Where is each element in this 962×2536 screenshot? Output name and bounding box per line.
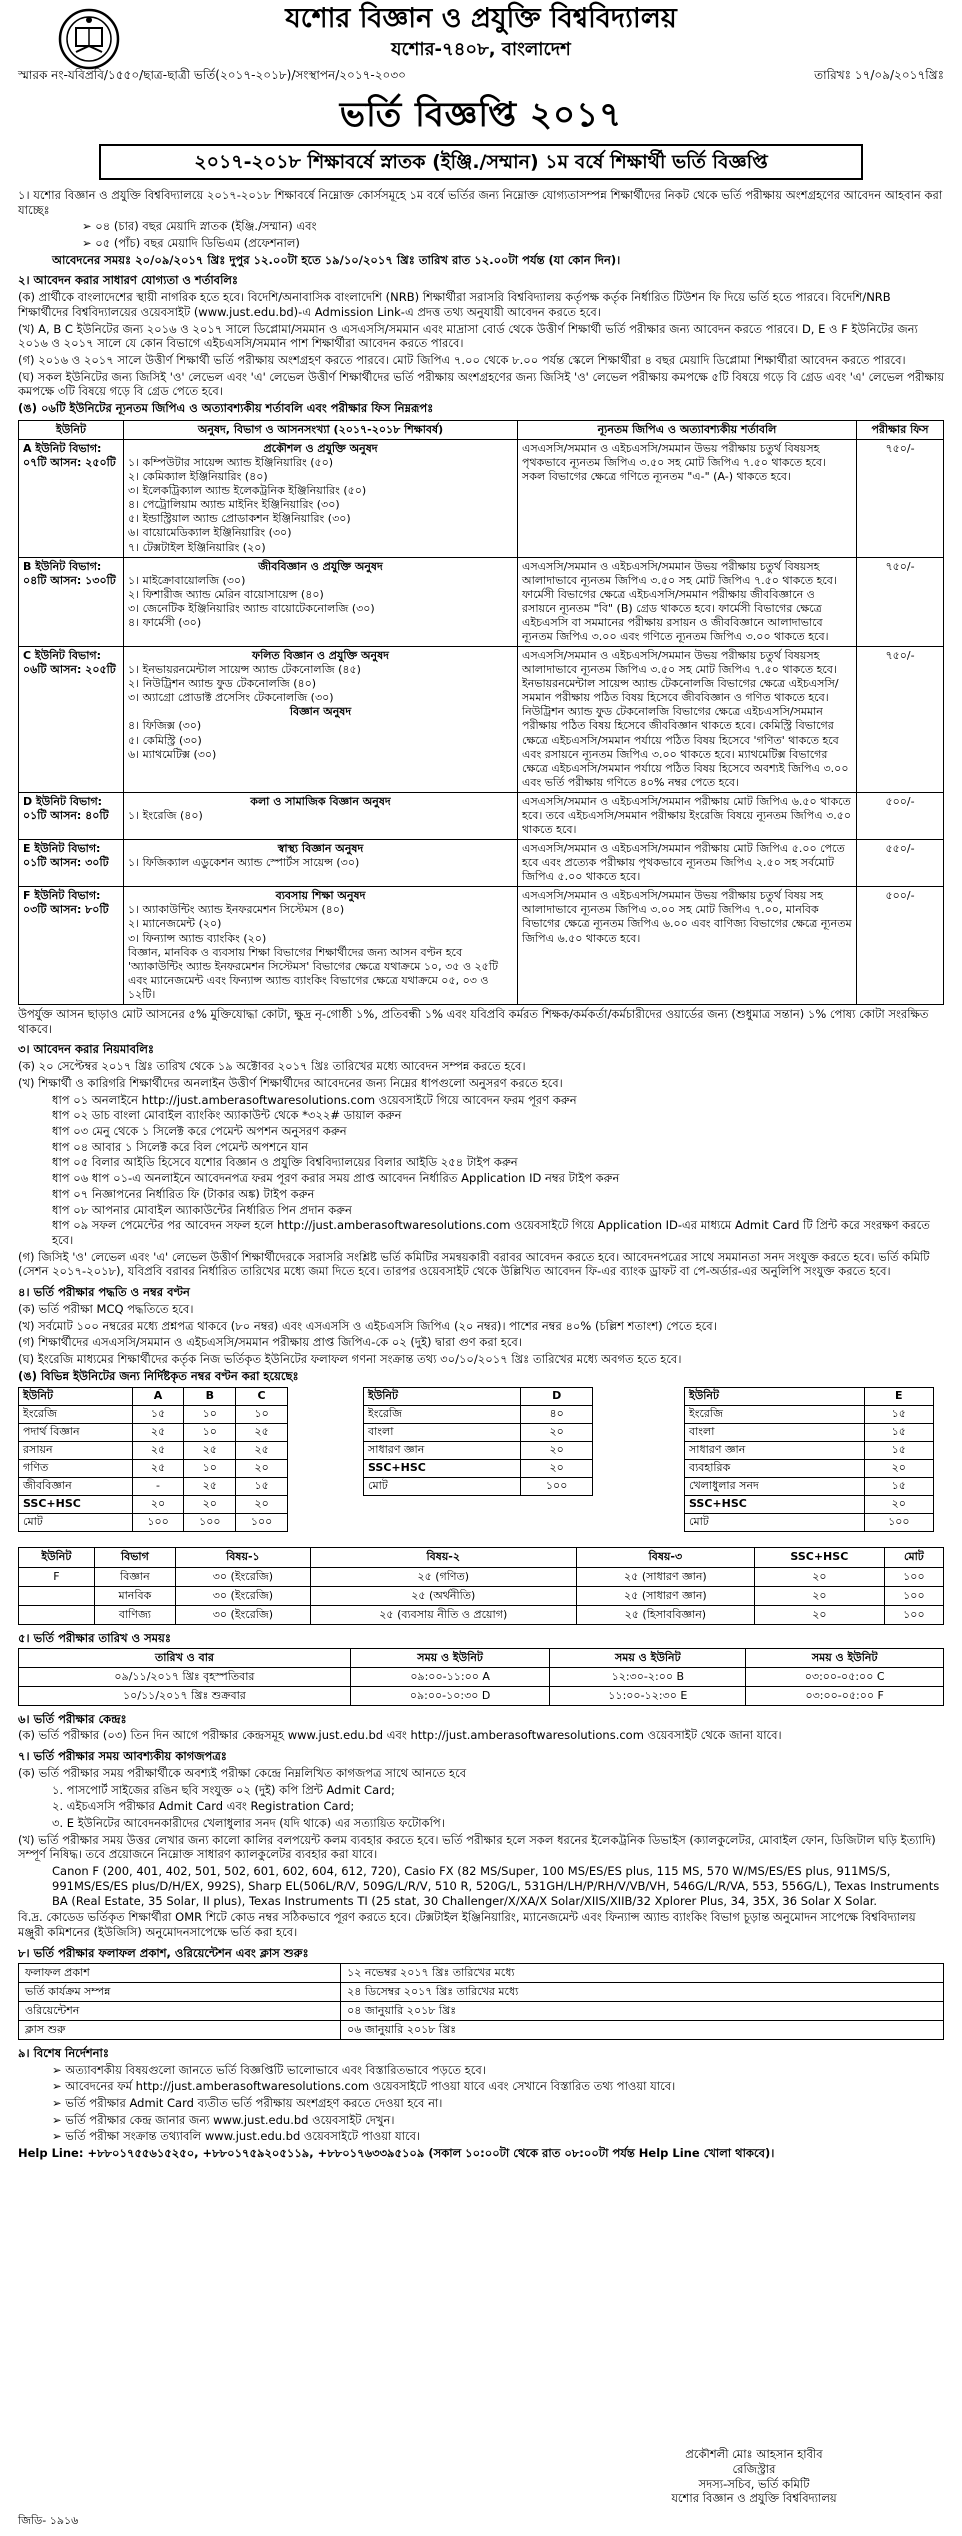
- table-cell: ক্লাস শুরু: [19, 2020, 341, 2039]
- table-cell: সাধারণ জ্ঞান: [364, 1442, 521, 1460]
- eligibility-point: (ঘ) সকল ইউনিটের জন্য জিসিই 'ও' লেভেল এবং 'এ' লেভেল উত্তীর্ণ শিক্ষার্থীদের ভর্তি পরীক্ষায় অংশগ্রহণের জন্য জিসিই 'ও' লেভেল পরীক্ষায় কমপক্ষে ৫টি বিষয়ে গড়ে বি গ্রেড এবং 'এ' লেভেল পরীক্ষায় কমপক্ষে ৩টি বিষয়ে গড়ে বি গ্রেড পেতে হবে।: [18, 369, 944, 399]
- page-title: ভর্তি বিজ্ঞপ্তি ২০১৭: [339, 95, 623, 135]
- table-row: [685, 1460, 934, 1478]
- table-cell: ২৫: [132, 1460, 184, 1478]
- table-cell: ২৫ (হিসাববিজ্ঞান): [576, 1605, 754, 1624]
- signatory-role: সদস্য-সচিব, ভর্তি কমিটি: [698, 2476, 810, 2491]
- payment-step: ধাপ ০১ অনলাইনে http://just.amberasoftwaresolutions.com ওয়েবসাইটে গিয়ে আবেদন ফরম পূরণ করুন: [52, 1092, 577, 1107]
- results-heading: ৮। ভর্তি পরীক্ষার ফলাফল প্রকাশ, ওরিয়েন্টেশন এবং ক্লাস শুরুঃ: [18, 1945, 309, 1960]
- table-cell: পদার্থ বিজ্ঞান: [19, 1424, 133, 1442]
- table-cell: ১৫: [864, 1424, 933, 1442]
- table-row: [19, 1567, 944, 1586]
- table-row: [19, 840, 944, 887]
- table-cell: ০৪ জানুয়ারি ২০১৮ খ্রিঃ: [341, 2001, 944, 2020]
- table-cell: ২০: [754, 1567, 884, 1586]
- table-cell: C: [236, 1388, 288, 1406]
- unit-cell: B ইউনিট বিভাগ: ০৪টি আসন: ১৩০টি: [19, 557, 124, 646]
- docs-item: ১. পাসপোর্ট সাইজের রঙিন ছবি সংযুক্ত ০২ (দুই) কপি প্রিন্ট Admit Card;: [52, 1782, 395, 1797]
- intro-item: ➢ ০৫ (পাঁচ) বছর মেয়াদি ডিভিএম (প্রফেশনাল): [82, 235, 300, 250]
- table-cell: ২০: [132, 1496, 184, 1514]
- table-cell: ২০: [236, 1460, 288, 1478]
- table-row: [19, 2001, 944, 2020]
- notice-date: তারিখঃ ১৭/০৯/২০১৭খ্রিঃ: [814, 68, 944, 82]
- eligibility-point: (খ) A, B C ইউনিটের জন্য ২০১৬ ও ২০১৭ সালে ডিপ্লোমা/সমমান ও এসএসসি/সমমান এবং মাদ্রাসা বোর্ড থেকে উত্তীর্ণ শিক্ষার্থী ভর্তি পরীক্ষার জন্য আবেদন করতে পারবে। D, E ও F ইউনিটের জন্য ২০১৬ ও ২০১৭ সালে যে কোন বিভাগে এইচএসসি/সমমান পাশ শিক্ষার্থীরা আবেদন করতে পারবে।: [18, 321, 918, 351]
- units-table: [18, 420, 944, 1005]
- table-cell: মোট: [364, 1478, 521, 1496]
- department-item: ২। ম্যানেজমেন্ট (২০): [128, 917, 222, 931]
- quota-note: উপর্যুক্ত আসন ছাড়াও মোট আসনের ৫% মুক্তিযোদ্ধা কোটা, ক্ষুদ্র নৃ-গোষ্ঠী ১%, প্রতিবন্ধী ১% এবং যবিপ্রবি কর্মরত শিক্ষক/কর্মকর্তা/কর্মচারীদের ওয়ার্ডের জন্য (শুধুমাত্র সন্তান) ১% পোষ্য কোটা সংরক্ষিত থাকবে।: [18, 1006, 929, 1036]
- table-row: [685, 1496, 934, 1514]
- faculty-name: বিজ্ঞান অনুষদ: [289, 705, 352, 719]
- department-item: ৬। ম্যাথমেটিক্স (৩০): [128, 747, 217, 761]
- table-cell: ২৫: [236, 1424, 288, 1442]
- special-item: ➢ ভর্তি পরীক্ষার Admit Card ব্যতীত ভর্তি পরীক্ষায় অংশগ্রহণ করতে দেওয়া হবে না।: [52, 2095, 443, 2110]
- table-cell: ১০০: [132, 1514, 184, 1532]
- fee-cell: ৭৫০/-: [857, 647, 944, 793]
- units-table-heading: (ঙ) ০৬টি ইউনিটের ন্যূনতম জিপিএ ও অত্যাবশ্যকীয় শর্তাবলি এবং পরীক্ষার ফিস নিম্নরূপঃ: [18, 401, 434, 416]
- column-header: ন্যূনতম জিপিএ ও অত্যাবশ্যকীয় শর্তাবলি: [518, 420, 857, 439]
- table-cell: ২০: [236, 1496, 288, 1514]
- faculty-name: জীববিজ্ঞান ও প্রযুক্তি অনুষদ: [258, 559, 383, 573]
- table-row: [19, 1478, 288, 1496]
- table-row: [19, 439, 944, 557]
- table-cell: ১২ নভেম্বর ২০১৭ খ্রিঃ তারিখের মধ্যে: [341, 1963, 944, 1982]
- special-item: ➢ ভর্তি পরীক্ষার কেন্দ্র জানার জন্য www.just.edu.bd ওয়েবসাইট দেখুন।: [52, 2112, 395, 2127]
- special-item: ➢ ভর্তি পরীক্ষা সংক্রান্ত তথ্যাবলি www.just.edu.bd ওয়েবসাইটে পাওয়া যাবে।: [52, 2129, 421, 2144]
- table-cell: বাংলা: [364, 1424, 521, 1442]
- table-row: [364, 1478, 593, 1496]
- table-cell: গণিত: [19, 1460, 133, 1478]
- table-cell: ২০: [521, 1460, 593, 1478]
- column-header: সময় ও ইউনিট: [350, 1648, 549, 1667]
- department-item: ৩। ফিন্যান্স অ্যান্ড ব্যাংকিং (২০): [128, 931, 267, 945]
- table-cell: ১০০: [864, 1514, 933, 1532]
- payment-step: ধাপ ০৫ বিলার আইডি হিসেবে যশোর বিজ্ঞান ও প্রযুক্তি বিশ্ববিদ্যালয়ের বিলার আইডি ২৫৪ টাইপ করুন: [52, 1155, 518, 1170]
- table-row: [685, 1388, 934, 1406]
- table-cell: ১৫: [132, 1406, 184, 1424]
- table-cell: ২০: [754, 1605, 884, 1624]
- table-cell: বিজ্ঞান: [94, 1567, 175, 1586]
- table-cell: ০৯:০০-১০:৩০ D: [350, 1686, 549, 1705]
- department-item: ১। মাইক্রোবায়োলজি (৩০): [128, 573, 246, 587]
- department-item: ৬। বায়োমেডিক্যাল ইঞ্জিনিয়ারিং (৩০): [128, 526, 292, 540]
- payment-steps: [18, 1093, 944, 1248]
- payment-step: ধাপ ০৯ সফল পেমেন্টের পর আবেদন সফল হলে http://just.amberasoftwaresolutions.com ওয়েবসাইটে গিয়ে Application ID-এর মাধ্যমে Admit Card টি প্রিন্ট করে সংরক্ষণ করতে হবে।: [52, 1218, 930, 1247]
- table-cell: ০৯:০০-১১:০০ A: [350, 1667, 549, 1686]
- table-cell: D: [521, 1388, 593, 1406]
- table-cell: মানবিক: [94, 1586, 175, 1605]
- table-cell: ২০: [521, 1424, 593, 1442]
- faculty-name: প্রকৌশল ও প্রযুক্তি অনুষদ: [263, 441, 378, 455]
- column-header: সময় ও ইউনিট: [746, 1648, 944, 1667]
- centre-text: (ক) ভর্তি পরীক্ষার (০৩) তিন দিন আগে পরীক্ষার কেন্দ্রসমূহ www.just.edu.bd এবং http://just.amberasoftwaresolutions.com ওয়েবসাইট থেকে জানা যাবে।: [18, 1728, 782, 1743]
- department-item: ৪। ফিজিক্স (৩০): [128, 719, 202, 733]
- signatory-title: রেজিস্ট্রার: [732, 2461, 776, 2476]
- intro-item: ➢ ০৪ (চার) বছর মেয়াদি স্নাতক (ইঞ্জি./সম্মান) এবং: [82, 219, 317, 234]
- table-cell: ইউনিট: [364, 1388, 521, 1406]
- table-cell: ১৫: [236, 1478, 288, 1496]
- table-cell: ৩০ (ইংরেজি): [176, 1586, 311, 1605]
- table-cell: ০৬ জানুয়ারি ২০১৮ খ্রিঃ: [341, 2020, 944, 2039]
- faculty-cell: [124, 887, 518, 1005]
- university-name: যশোর বিজ্ঞান ও প্রযুক্তি বিশ্ববিদ্যালয়: [285, 3, 677, 34]
- special-item: ➢ আবেদনের ফর্ম http://just.amberasoftwaresolutions.com ওয়েবসাইটে পাওয়া যাবে এবং সেখানে বিস্তারিত তথ্য পাওয়া যাবে।: [52, 2079, 676, 2094]
- table-row: [685, 1478, 934, 1496]
- table-cell: SSC+HSC: [364, 1460, 521, 1478]
- university-address: যশোর-৭৪০৮, বাংলাদেশ: [391, 39, 571, 60]
- eligibility-point: (গ) ২০১৬ ও ২০১৭ সালে উত্তীর্ণ শিক্ষার্থী ভর্তি পরীক্ষায় অংশগ্রহণ করতে পারবে। মোট জিপিএ ৭.০০ থেকে ৮.০০ পর্যন্ত স্কেলে শিক্ষার্থীরা ৪ বছর মেয়াদি ডিপ্লোমা শিক্ষার্থীরা আবেদন করতে পারবে।: [18, 353, 906, 368]
- results-table: [18, 1963, 944, 2040]
- table-cell: ১০: [184, 1460, 236, 1478]
- table-cell: ১০০: [521, 1478, 593, 1496]
- table-cell: বাণিজ্য: [94, 1605, 175, 1624]
- helpline: Help Line: +৮৮০১৭৫৫৬১৫২৫০, +৮৮০১৭৫৯২০৫১১৯, +৮৮০১৭৬৩৩৯৫১০৯ (সকাল ১০:০০টা থেকে রাত ০৮:০০টা পর্যন্ত Help Line খোলা থাকবে)।: [18, 2146, 775, 2161]
- table-cell: ১০০: [884, 1586, 943, 1605]
- table-cell: F: [19, 1567, 95, 1586]
- payment-step: ধাপ ০৮ আপনার মোবাইল অ্যাকাউন্টের নির্ধারিত পিন প্রদান করুন: [52, 1202, 352, 1217]
- unit-cell: F ইউনিট বিভাগ: ০৩টি আসন: ৮০টি: [19, 887, 124, 1005]
- faculty-cell: [124, 840, 518, 887]
- table-cell: ১৫: [864, 1478, 933, 1496]
- table-cell: ১০: [184, 1406, 236, 1424]
- payment-step: ধাপ ০৩ মেনু থেকে ১ সিলেক্ট করে পেমেন্ট অপশন অনুসরণ করুন: [52, 1123, 347, 1138]
- table-cell: মোট: [884, 1548, 943, 1567]
- table-header-row: [19, 1648, 944, 1667]
- table-cell: বিষয়-১: [176, 1548, 311, 1567]
- requirement-cell: এসএসসি/সমমান ও এইচএসসি/সমমান উভয় পরীক্ষায় চতুর্থ বিষয় সহ আলাদাভাবে ন্যূনতম জিপিএ ৩.০০ সহ মোট জিপিএ ৭.০০, মানবিক বিভাগের ক্ষেত্রে ন্যূনতম জিপিএ ৬.০০ এবং বাণিজ্য বিভাগের ক্ষেত্রে ন্যূনতম জিপিএ ৬.৫০ থাকতে হবে।: [518, 887, 857, 1005]
- apply-point: (গ) জিসিই 'ও' লেভেল এবং 'এ' লেভেল উত্তীর্ণ শিক্ষার্থীদেরকে সরাসরি সংশ্লিষ্ট ভর্তি কমিটির সমন্বয়কারী বরাবর আবেদন করতে হবে। আবেদনপত্রের সাথে সমমানতা সনদ সংযুক্ত করতে হবে। ভর্তি কমিটি (সেশন ২০১৭-২০১৮), যবিপ্রবি বরাবর নির্ধারিত তারিখের মধ্যে জমা দিতে হবে। তারপর ওয়েবসাইট থেকে উল্লিখিত আবেদন ফি-এর ব্যাংক ড্রাফট বা পে-অর্ডার-এর অনুলিপি সংযুক্ত করতে হবে।: [18, 1249, 930, 1279]
- unit-cell: A ইউনিট বিভাগ: ০৭টি আসন: ২৫০টি: [19, 439, 124, 557]
- table-cell: ফলাফল প্রকাশ: [19, 1963, 341, 1982]
- department-item: ১। অ্যাকাউন্টিং অ্যান্ড ইনফরমেশন সিস্টেমস (৪০): [128, 903, 345, 917]
- table-row: [19, 1514, 288, 1532]
- table-cell: জীববিজ্ঞান: [19, 1478, 133, 1496]
- marks-table-d: [363, 1387, 593, 1496]
- department-item: ৩। অ্যাগ্রো প্রোডাক্ট প্রসেসিং টেকনোলজি (৩০): [128, 691, 334, 705]
- requirement-cell: এসএসসি/সমমান ও এইচএসসি/সমমান উভয় পরীক্ষায় চতুর্থ বিষয়সহ আলাদাভাবে ন্যূনতম জিপিএ ৩.৫০ সহ মোট জিপিএ ৭.৫০ থাকতে হবে। ইনভায়রনমেন্টাল সায়েন্স অ্যান্ড টেকনোলজি বিভাগের ক্ষেত্রে এইচএসসি/সমমান পরীক্ষায় পঠিত বিষয় হিসেবে জীববিজ্ঞান ও গণিত থাকতে হবে। নিউট্রিশন অ্যান্ড ফুড টেকনোলজি বিভাগের ক্ষেত্রে এইচএসসি/সমমান পরীক্ষায় পঠিত বিষয় হিসেবে জীববিজ্ঞান থাকতে হবে। কেমিস্ট্রি বিভাগের ক্ষেত্রে এইচএসসি/সমমান পর্যায়ে পঠিত বিষয় হিসেবে 'গণিত' থাকতে হবে এবং রসায়নে ন্যূনতম জিপিএ ৩.০০ থাকতে হবে। ম্যাথমেটিক্স বিভাগের ক্ষেত্রে এইচএসসি/সমমান পর্যায়ে পঠিত বিষয় হিসেবে অবশ্যই জিপিএ ৩.০০ এবং ভর্তি পরীক্ষায় গণিতে ৪০% নম্বর পেতে হবে।: [518, 647, 857, 793]
- exam-point: (ঙ) বিভিন্ন ইউনিটের জন্য নির্দিষ্টকৃত নম্বর বণ্টন করা হয়েছেঃ: [18, 1368, 299, 1383]
- exam-point: (ঘ) ইংরেজি মাধ্যমের শিক্ষার্থীদের কর্তৃক নিজ ভর্তিকৃত ইউনিটের ফলাফল গণনা সংক্রান্ত তথ্য ৩০/১০/২০১৭ খ্রিঃ তারিখের মধ্যে অবগত হতে হবে।: [18, 1352, 682, 1367]
- table-cell: ইংরেজি: [685, 1406, 865, 1424]
- fee-cell: ৫০০/-: [857, 887, 944, 1005]
- apply-point: (ক) ২০ সেপ্টেম্বর ২০১৭ খ্রিঃ তারিখ থেকে ১৯ অক্টোবর ২০১৭ খ্রিঃ তারিখের মধ্যে আবেদন সম্পন্ন করতে হবে।: [18, 1059, 526, 1074]
- masthead: [18, 0, 944, 92]
- exam-schedule-table: [18, 1648, 944, 1706]
- table-cell: খেলাধুলার সনদ: [685, 1478, 865, 1496]
- memo-row: [18, 68, 944, 83]
- fee-cell: ৫০০/-: [857, 792, 944, 839]
- special-heading: ৯। বিশেষ নির্দেশনাঃ: [18, 2045, 109, 2060]
- exam-heading: ৪। ভর্তি পরীক্ষার পদ্ধতি ও নম্বর বণ্টন: [18, 1285, 190, 1300]
- table-cell: ৪০: [521, 1406, 593, 1424]
- faculty-cell: [124, 557, 518, 646]
- table-row: [19, 1667, 944, 1686]
- special-item: ➢ অত্যাবশকীয় বিষয়গুলো জানতে ভর্তি বিজ্ঞপ্তিটি ভালোভাবে এবং বিস্তারিতভাবে পড়তে হবে।: [52, 2062, 486, 2077]
- table-row: [364, 1406, 593, 1424]
- table-row: [19, 887, 944, 1005]
- department-item: ১। ইনভায়রনমেন্টাল সায়েন্স অ্যান্ড টেকনোলজি (৪৫): [128, 663, 361, 677]
- exam-point: (গ) শিক্ষার্থীদের এসএসসি/সমমান ও এইচএসসি/সমমান পরীক্ষায় প্রাপ্ত জিপিএ-কে ০২ (দুই) দ্বারা গুণ করা হবে।: [18, 1335, 522, 1350]
- column-header: সময় ও ইউনিট: [550, 1648, 746, 1667]
- requirement-cell: এসএসসি/সমমান ও এইচএসসি/সমমান উভয় পরীক্ষায় চতুর্থ বিষয়সহ পৃথকভাবে ন্যূনতম জিপিএ ৩.৫০ সহ মোট জিপিএ ৭.৫০ থাকতে হবে। সকল বিভাগের ক্ষেত্রে গণিতে ন্যূনতম "এ-" (A-) থাকতে হবে।: [518, 439, 857, 557]
- payment-step: ধাপ ০৪ আবার ১ সিলেক্ট করে বিল পেমেন্ট অপশনে যান: [52, 1139, 309, 1154]
- table-cell: মোট: [685, 1514, 865, 1532]
- table-cell: ওরিয়েন্টেশন: [19, 2001, 341, 2020]
- table-cell: B: [184, 1388, 236, 1406]
- table-cell: ০৩:০০-০৫:০০ F: [746, 1686, 944, 1705]
- requirement-cell: এসএসসি/সমমান ও এইচএসসি/সমমান পরীক্ষায় মোট জিপিএ ৫.০০ পেতে হবে এবং প্রত্যেক পরীক্ষায় পৃথকভাবে ন্যূনতম জিপিএ ২.৫০ সহ সর্বমোট জিপিএ ৫.০০ থাকতে হবে।: [518, 840, 857, 887]
- table-cell: ২০: [521, 1442, 593, 1460]
- faculty-name: স্বাস্থ্য বিজ্ঞান অনুষদ: [277, 842, 364, 856]
- table-cell: ২০: [754, 1586, 884, 1605]
- table-row: [19, 1388, 288, 1406]
- table-row: [19, 1424, 288, 1442]
- intro-paragraph: ১। যশোর বিজ্ঞান ও প্রযুক্তি বিশ্ববিদ্যালয়ে ২০১৭-২০১৮ শিক্ষাবর্ষে নিম্নোক্ত কোর্সসমূহে ১ম বর্ষে ভর্তির জন্য নিম্নোক্ত যোগ্যতাসম্পন্ন শিক্ষার্থীদের নিকট থেকে ভর্তি পরীক্ষায় অংশগ্রহণের আবেদন আহবান করা যাচ্ছেঃ: [18, 187, 943, 217]
- table-cell: মোট: [19, 1514, 133, 1532]
- table-cell: A: [132, 1388, 184, 1406]
- table-row: [19, 1460, 288, 1478]
- column-header: ইউনিট: [19, 420, 124, 439]
- department-item: ১। ফিজিক্যাল এডুকেশন অ্যান্ড স্পোর্টস সায়েন্স (৩০): [128, 856, 360, 870]
- footer-id: জিডি- ১৯১৬: [18, 2513, 79, 2527]
- table-cell: E: [864, 1388, 933, 1406]
- department-item: ৪। পেট্রোলিয়াম অ্যান্ড মাইনিং ইঞ্জিনিয়ারিং (৩০): [128, 498, 340, 512]
- table-cell: ১৫: [864, 1442, 933, 1460]
- table-cell: ভর্তি কার্যক্রম সম্পন্ন: [19, 1982, 341, 2001]
- department-item: ১। ইংরেজি (৪০): [128, 808, 203, 822]
- table-row: [364, 1424, 593, 1442]
- table-cell: ১০০: [236, 1514, 288, 1532]
- table-cell: ব্যবহারিক: [685, 1460, 865, 1478]
- table-cell: ১৫: [864, 1406, 933, 1424]
- department-item: ৫। কেমিস্ট্রি (৩০): [128, 733, 202, 747]
- table-cell: ১০/১১/২০১৭ খ্রিঃ শুক্রবার: [19, 1686, 351, 1705]
- table-cell: ২৫: [132, 1424, 184, 1442]
- faculty-cell: [124, 647, 518, 793]
- table-row: [685, 1514, 934, 1532]
- table-cell: ১০০: [884, 1605, 943, 1624]
- department-item: ৫। ইন্ডাস্ট্রিয়াল অ্যান্ড প্রোডাকশন ইঞ্জিনিয়ারিং (৩০): [128, 512, 351, 526]
- table-cell: ২৫: [132, 1442, 184, 1460]
- table-cell: SSC+HSC: [685, 1496, 865, 1514]
- table-row: [19, 647, 944, 793]
- table-cell: ইংরেজি: [19, 1406, 133, 1424]
- page-subtitle: ২০১৭-২০১৮ শিক্ষাবর্ষে স্নাতক (ইঞ্জি./সম্মান) ১ম বর্ষে শিক্ষার্থী ভর্তি বিজ্ঞপ্তি: [99, 144, 862, 180]
- department-item: ২। নিউট্রিশন অ্যান্ড ফুড টেকনোলজি (৪০): [128, 677, 317, 691]
- marks-table-f: [18, 1547, 944, 1624]
- table-cell: -: [132, 1478, 184, 1496]
- table-cell: ২৫ (গণিত): [310, 1567, 576, 1586]
- table-cell: ১১:০০-১২:৩০ E: [550, 1686, 746, 1705]
- column-header: পরীক্ষার ফিস: [857, 420, 944, 439]
- department-item: ১। কম্পিউটার সায়েন্স অ্যান্ড ইঞ্জিনিয়ারিং (৫০): [128, 456, 334, 470]
- table-cell: বিভাগ: [94, 1548, 175, 1567]
- table-cell: ২৫ (ব্যবসায় নীতি ও প্রয়োগ): [310, 1605, 576, 1624]
- table-header-row: [19, 420, 944, 439]
- table-row: [19, 1982, 944, 2001]
- unit-cell: D ইউনিট বিভাগ: ০১টি আসন: ৪০টি: [19, 792, 124, 839]
- table-cell: SSC+HSC: [19, 1496, 133, 1514]
- table-row: [19, 2020, 944, 2039]
- docs-point: (খ) ভর্তি পরীক্ষার সময় উত্তর লেখার জন্য কালো কালির বলপয়েন্ট কলম ব্যবহার করতে হবে। ভর্তি পরীক্ষার হলে সকল ধরনের ইলেকট্রনিক ডিভাইস (ক্যালকুলেটর, মোবাইল ফোন, ডিজিটাল ঘড়ি ইত্যাদি) সম্পূর্ণ নিষিদ্ধ। তবে প্রয়োজনে নিম্নোক্ত সাধারণ ক্যালকুলেটর ব্যবহার করা যাবে।: [18, 1832, 936, 1862]
- table-row: [19, 1963, 944, 1982]
- apply-heading: ৩। আবেদন করার নিয়মাবলিঃ: [18, 1042, 155, 1057]
- table-cell: ২৫: [184, 1442, 236, 1460]
- department-item: ২। ফিশারীজ অ্যান্ড মেরিন বায়োসায়েন্স (৪০): [128, 587, 324, 601]
- table-cell: [19, 1586, 95, 1605]
- memo-number: স্মারক নং-যবিপ্রবি/১৫৫০/ছাত্র-ছাত্রী ভর্তি(২০১৭-২০১৮)/সংস্থাপন/২০১৭-২০৩০: [18, 68, 406, 82]
- table-row: [19, 1548, 944, 1567]
- table-row: [685, 1442, 934, 1460]
- table-cell: বাংলা: [685, 1424, 865, 1442]
- seat-distribution-note: বিজ্ঞান, মানবিক ও ব্যবসায় শিক্ষা বিভাগের শিক্ষার্থীদের জন্য আসন বণ্টন হবে 'অ্যাকাউন্টিং অ্যান্ড ইনফরমেশন সিস্টেমস' বিভাগের ক্ষেত্রে যথাক্রমে ১০, ৩৫ ও ২৫টি এবং ম্যানেজমেন্ট এবং ফিন্যান্স অ্যান্ড ব্যাংকিং বিভাগের ক্ষেত্রে যথাক্রমে ০৫, ০৩ ও ১২টি।: [128, 945, 498, 1001]
- table-row: [364, 1442, 593, 1460]
- table-row: [19, 792, 944, 839]
- table-cell: ১০০: [184, 1514, 236, 1532]
- table-cell: SSC+HSC: [754, 1548, 884, 1567]
- department-item: ৩। ইলেকট্রিক্যাল অ্যান্ড ইলেকট্রনিক ইঞ্জিনিয়ারিং (৫০): [128, 484, 367, 498]
- table-cell: ১০: [184, 1424, 236, 1442]
- table-row: [364, 1460, 593, 1478]
- marks-distribution: [18, 1387, 944, 1547]
- faculty-name: ব্যবসায় শিক্ষা অনুষদ: [275, 889, 366, 903]
- schedule-heading: ৫। ভর্তি পরীক্ষার তারিখ ও সময়ঃ: [18, 1630, 171, 1645]
- table-cell: ৩০ (ইংরেজি): [176, 1605, 311, 1624]
- table-row: [19, 557, 944, 646]
- table-cell: ইউনিট: [19, 1548, 95, 1567]
- table-cell: ইউনিট: [685, 1388, 865, 1406]
- table-cell: ২৪ ডিসেম্বর ২০১৭ খ্রিঃ তারিখের মধ্যে: [341, 1982, 944, 2001]
- table-cell: বিষয়-৩: [576, 1548, 754, 1567]
- table-cell: ২৫: [236, 1442, 288, 1460]
- eligibility-heading: ২। আবেদন করার সাধারণ যোগ্যতা ও শর্তাবলিঃ: [18, 273, 239, 288]
- table-cell: বিষয়-২: [310, 1548, 576, 1567]
- table-row: [19, 1605, 944, 1624]
- table-cell: ২৫ (অর্থনীতি): [310, 1586, 576, 1605]
- table-row: [19, 1442, 288, 1460]
- table-cell: ২০: [184, 1496, 236, 1514]
- table-row: [19, 1686, 944, 1705]
- table-cell: ইংরেজি: [364, 1406, 521, 1424]
- docs-note: বি.দ্র. কোডেড ভর্তিকৃত শিক্ষার্থীরা OMR শিটে কোড নম্বর সঠিকভাবে পূরণ করতে হবে। টেক্সটাইল ইঞ্জিনিয়ারিং, ম্যানেজমেন্ট এবং ফিন্যান্স অ্যান্ড ব্যাংকিং বিভাগ চূড়ান্ত অনুমোদন সাপেক্ষে বিশ্ববিদ্যালয় মঞ্জুরী কমিশনের (ইউজিসি) অনুমোদনসাপেক্ষে ভর্তি করা হবে।: [18, 1910, 916, 1940]
- table-cell: ১০০: [884, 1567, 943, 1586]
- faculty-cell: [124, 439, 518, 557]
- unit-cell: E ইউনিট বিভাগ: ০১টি আসন: ৩০টি: [19, 840, 124, 887]
- table-row: [685, 1424, 934, 1442]
- table-cell: ০৩:০০-০৫:০০ C: [746, 1667, 944, 1686]
- fee-cell: ৭৫০/-: [857, 557, 944, 646]
- table-cell: ২০: [864, 1496, 933, 1514]
- department-item: ২। কেমিক্যাল ইঞ্জিনিয়ারিং (৪০): [128, 470, 268, 484]
- application-deadline: আবেদনের সময়ঃ ২০/০৯/২০১৭ খ্রিঃ দুপুর ১২.০০টা হতে ১৯/১০/২০১৭ খ্রিঃ তারিখ রাত ১২.০০টা পর্যন্ত (যা কোন দিন)।: [52, 252, 621, 267]
- table-cell: [19, 1605, 95, 1624]
- table-cell: ২৫ (সাধারণ জ্ঞান): [576, 1586, 754, 1605]
- calculator-list: Canon F (200, 401, 402, 501, 502, 601, 602, 604, 612, 720), Casio FX (82 MS/Super, 100 MS/ES/ES plus, 115 MS, 570 W/MS/ES/ES plus, 911MS/S, 991MS/ES/ES plus/D/H/EX, 992S), Sharp EL(506L/R/V, 509G/L/R/V, 510 R, 520G/L, 531GH/LH/P/RH/V/VB/VH, 546G/L/R/VA, 553, 556G/L), Texas Instruments BA (Real Estate, 35 Solar, II plus), Texas Instruments TI (25 stat, 30 Challenger/X/XA/X Solar/XIIS/XIIB/32 Xplorer Plus, 34, 35X, 36 Solar X Solar.: [52, 1864, 940, 1908]
- table-cell: ইউনিট: [19, 1388, 133, 1406]
- faculty-name: ফলিত বিজ্ঞান ও প্রযুক্তি অনুষদ: [252, 649, 389, 663]
- department-item: ৭। টেক্সটাইল ইঞ্জিনিয়ারিং (২০): [128, 540, 266, 554]
- table-cell: ২৫: [184, 1478, 236, 1496]
- table-cell: সাধারণ জ্ঞান: [685, 1442, 865, 1460]
- eligibility-point: (ক) প্রার্থীকে বাংলাদেশের স্থায়ী নাগরিক হতে হবে। বিদেশি/অনাবাসিক বাংলাদেশি (NRB) শিক্ষার্থীরা সরাসরি বিশ্ববিদ্যালয় কর্তৃপক্ষ কর্তৃক নির্ধারিত টিউশন ফি দিয়ে ভর্তি হতে পারবে। বিদেশি/NRB শিক্ষার্থীদের বিশ্ববিদ্যালয়ের ওয়েবসাইট (www.just.edu.bd)-এ Admission Link-এ প্রদত্ত তথ্য অনুযায়ী আবেদন করতে হবে।: [18, 290, 891, 319]
- exam-point: (ক) ভর্তি পরীক্ষা MCQ পদ্ধতিতে হবে।: [18, 1301, 194, 1316]
- requirement-cell: এসএসসি/সমমান ও এইচএসসি/সমমান পরীক্ষায় মোট জিপিএ ৬.৫০ থাকতে হবে। তবে এইচএসসি/সমমান পরীক্ষায় ইংরেজি বিষয়ে ন্যূনতম জিপিএ ৩.৫০ থাকতে হবে।: [518, 792, 857, 839]
- docs-item: ২. এইচএসসি পরীক্ষার Admit Card এবং Registration Card;: [52, 1799, 355, 1814]
- table-row: [685, 1406, 934, 1424]
- signatory-name: প্রকৌশলী মোঃ আহসান হাবীব: [685, 2447, 823, 2462]
- table-row: [19, 1586, 944, 1605]
- apply-point: (খ) শিক্ষার্থী ও কারিগরি শিক্ষার্থীদের অনলাইন উত্তীর্ণ শিক্ষার্থীদের আবেদনের জন্য নিম্নের ধাপগুলো অনুসরণ করতে হবে।: [18, 1075, 563, 1090]
- signature-block: [604, 2447, 904, 2506]
- signatory-org: যশোর বিজ্ঞান ও প্রযুক্তি বিশ্ববিদ্যালয়: [671, 2491, 837, 2506]
- unit-cell: C ইউনিট বিভাগ: ০৬টি আসন: ২০৫টি: [19, 647, 124, 793]
- table-cell: ২৫ (সাধারণ জ্ঞান): [576, 1567, 754, 1586]
- table-cell: ৩০ (ইংরেজি): [176, 1567, 311, 1586]
- table-row: [19, 1496, 288, 1514]
- docs-point: (ক) ভর্তি পরীক্ষার সময় পরীক্ষার্থীকে অবশ্যই পরীক্ষা কেন্দ্রে নিম্নলিখিত কাগজপত্র সাথে আনতে হবে: [18, 1765, 467, 1780]
- marks-table-e: [684, 1387, 934, 1532]
- fee-cell: ৫৫০/-: [857, 840, 944, 887]
- payment-step: ধাপ ০৭ নিজ্ঞাপনের নির্ধারিত ফি (টাকার অঙ্ক) টাইপ করুন: [52, 1186, 315, 1201]
- table-cell: ১০: [236, 1406, 288, 1424]
- column-header: তারিখ ও বার: [19, 1648, 351, 1667]
- docs-heading: ৭। ভর্তি পরীক্ষার সময় আবশ্যকীয় কাগজপত্রঃ: [18, 1749, 227, 1764]
- department-item: ৪। ফার্মেসী (৩০): [128, 615, 202, 629]
- table-cell: রসায়ন: [19, 1442, 133, 1460]
- table-row: [364, 1388, 593, 1406]
- table-cell: ২০: [864, 1460, 933, 1478]
- table-cell: ১২:৩০-২:০০ B: [550, 1667, 746, 1686]
- admission-notice-page: [18, 0, 944, 2536]
- payment-step: ধাপ ০২ ডাচ বাংলা মোবাইল ব্যাংকিং অ্যাকাউন্ট থেকে *৩২২# ডায়াল করুন: [52, 1108, 402, 1123]
- column-header: অনুষদ, বিভাগ ও আসনসংখ্যা (২০১৭-২০১৮ শিক্ষাবর্ষ): [124, 420, 518, 439]
- marks-table-abc: [18, 1387, 288, 1532]
- department-item: ৩। জেনেটিক ইঞ্জিনিয়ারিং অ্যান্ড বায়োটেকনোলজি (৩০): [128, 601, 375, 615]
- docs-item: ৩. E ইউনিটের আবেদনকারীদের খেলাধুলার সনদ (যদি থাকে) এর সত্যায়িত ফটোকপি।: [52, 1816, 445, 1831]
- table-row: [19, 1406, 288, 1424]
- faculty-cell: [124, 792, 518, 839]
- table-cell: ০৯/১১/২০১৭ খ্রিঃ বৃহস্পতিবার: [19, 1667, 351, 1686]
- centre-heading: ৬। ভর্তি পরীক্ষার কেন্দ্রঃ: [18, 1711, 127, 1726]
- faculty-name: কলা ও সামাজিক বিজ্ঞান অনুষদ: [250, 794, 391, 808]
- exam-point: (খ) সর্বমোট ১০০ নম্বরের মধ্যে প্রশ্নপত্র থাকবে (৮০ নম্বর) এবং এসএসসি ও এইচএসসি জিপিএ (২০ নম্বর)। পাশের নম্বর ৪০% (চল্লিশ শতাংশ) পেতে হবে।: [18, 1318, 717, 1333]
- payment-step: ধাপ ০৬ ধাপ ০১-এ অনলাইনে আবেদনপত্র ফরম পূরণ করার সময় প্রাপ্ত আবেদন নির্ধারিত Application ID নম্বর টাইপ করুন: [52, 1171, 620, 1186]
- requirement-cell: এসএসসি/সমমান ও এইচএসসি/সমমান উভয় পরীক্ষায় চতুর্থ বিষয়সহ আলাদাভাবে ন্যূনতম জিপিএ ৩.৫০ সহ মোট জিপিএ ৭.৫০ থাকতে হবে। ফার্মেসী বিভাগের ক্ষেত্রে এইচএসসি/সমমান পরীক্ষায় জীববিজ্ঞানে ও রসায়নে ন্যূনতম "বি" (B) গ্রেড থাকতে হবে। ফার্মেসী বিভাগের ক্ষেত্রে এইচএসসি বা সমমানের পরীক্ষায় রসায়ন ও জীববিজ্ঞানে আলাদাভাবে ন্যূনতম জিপিএ ৩.০০ এবং গণিতে ন্যূনতম জিপিএ ৩.০০ থাকতে হবে।: [518, 557, 857, 646]
- fee-cell: ৭৫০/-: [857, 439, 944, 557]
